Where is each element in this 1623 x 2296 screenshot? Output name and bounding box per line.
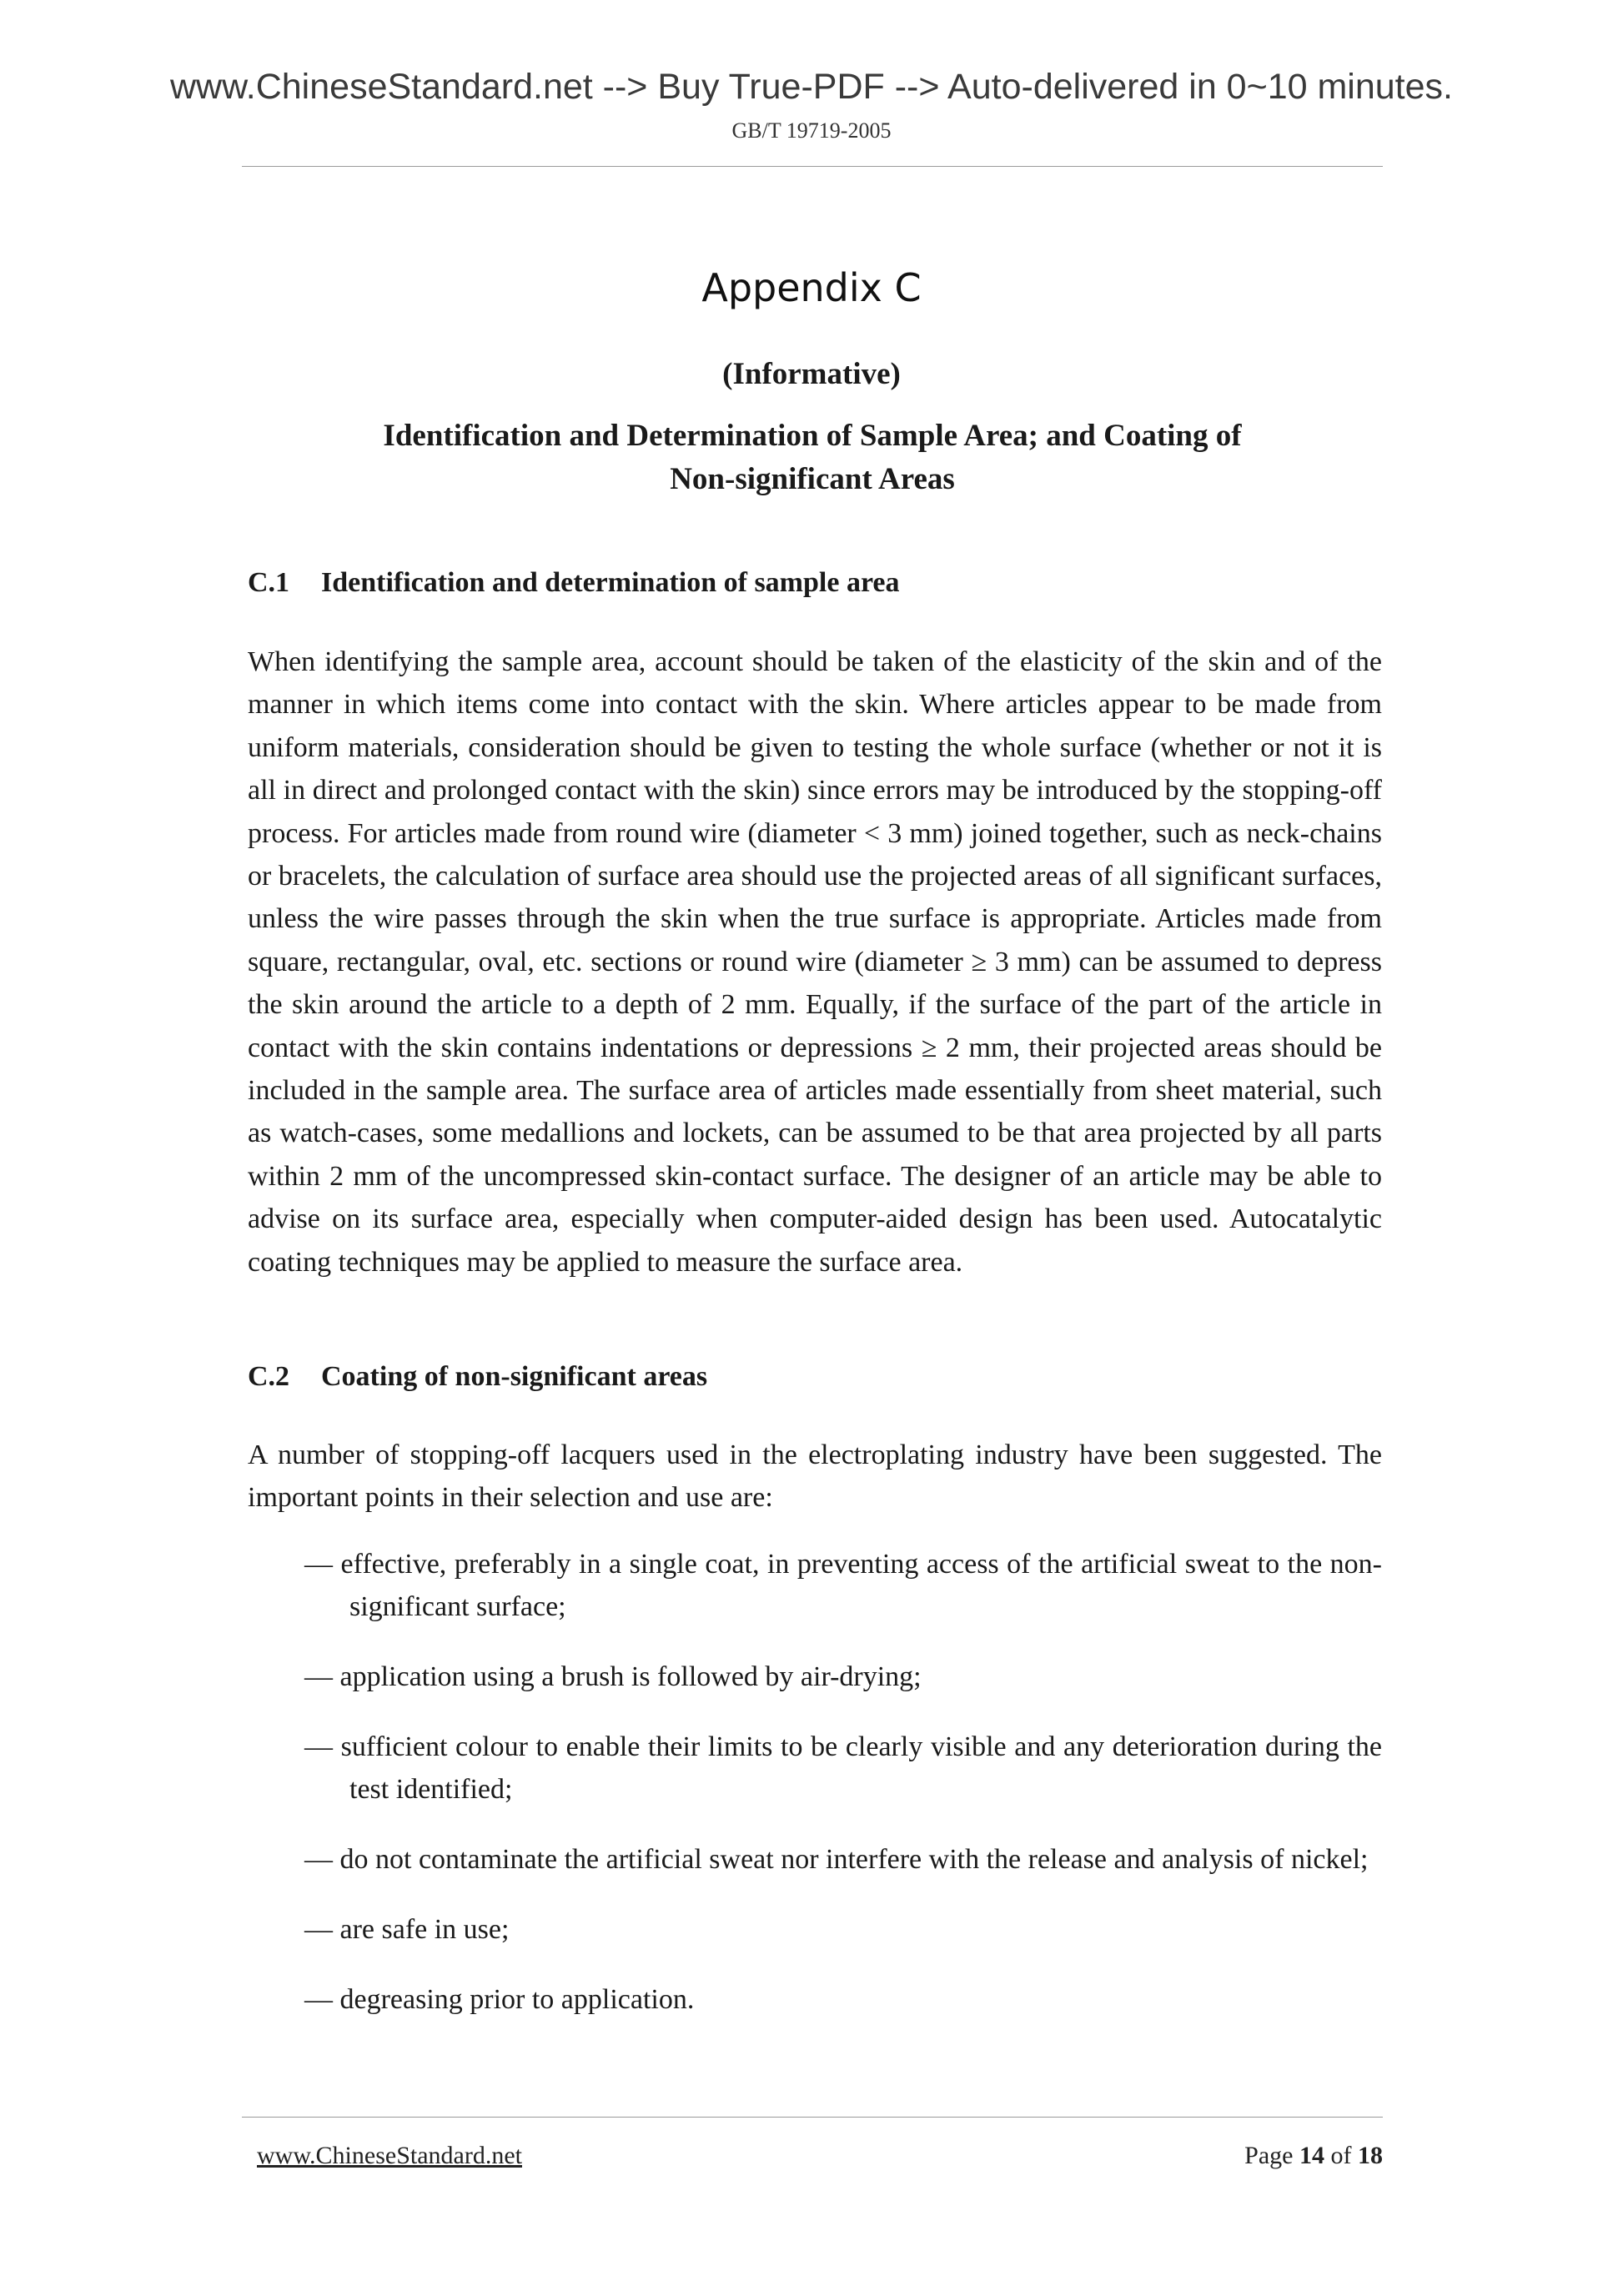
list-item: — do not contaminate the artificial sweat nor interfere with the release and analysis of nickel; [304, 1844, 1369, 1875]
section-number: C.2 [248, 1361, 290, 1392]
standard-code: GB/T 19719-2005 [731, 118, 892, 143]
list-item: — application using a brush is followed by air-drying; [304, 1661, 922, 1692]
list-item: — effective, preferably in a single coat, in preventing access of the artificial sweat to the non-significant surface; [304, 1549, 1382, 1622]
list-item: — degreasing prior to application. [304, 1984, 695, 2015]
section-c1-paragraph: When identifying the sample area, account should be taken of the elasticity of the skin and of the manner in which items come into contact with the skin. Where articles appear to be made from uniform materials, consideration should be given to testing the whole surface (whether or not it is all in direct and prolonged contact with the skin) since errors may be introduced by the stopping-off process. For articles made from round wire (diameter < 3 mm) joined together, such as neck-chains or bracelets, the calculation of surface area should use the projected areas of all significant surfaces, unless the wire passes through the skin when the true surface is appropriate. Articles made from square, rectangular, oval, etc. sections or round wire (diameter ≥ 3 mm) can be assumed to depress the skin around the article to a depth of 2 mm. Equally, if the surface of the part of the article in contact with the skin contains indentations or depressions ≥ 2 mm, their projected areas should be included in the sample area. The surface area of articles made essentially from sheet material, such as watch-cases, some medallions and lockets, can be assumed to be that area projected by all parts within 2 mm of the uncompressed skin-contact surface. The designer of an article may be able to advise on its surface area, especially when computer-aided design has been used. Autocatalytic coating techniques may be applied to measure the surface area. [248, 646, 1382, 1278]
appendix-heading [242, 414, 1383, 501]
list-item: — sufficient colour to enable their limits to be clearly visible and any deterioration during the test identified; [304, 1731, 1382, 1805]
page-number [1244, 2142, 1383, 2170]
footer-website-link[interactable]: www.ChineseStandard.net [257, 2142, 522, 2169]
footer-divider [242, 2117, 1383, 2118]
page-word: Page [1244, 2142, 1294, 2169]
section-c2-paragraph: A number of stopping-off lacquers used in the electroplating industry have been suggested. The important points in their selection and use are: [248, 1439, 1382, 1514]
list-item: — are safe in use; [304, 1914, 510, 1945]
lacquer-requirements-list [304, 1543, 1382, 2048]
section-heading-c2 [248, 1361, 1382, 1393]
appendix-heading-line-1: Identification and Determination of Sample Area; and Coating of [383, 419, 1242, 453]
section-number: C.1 [248, 567, 290, 598]
page-of: of [1330, 2142, 1352, 2169]
appendix-title: Appendix C [701, 265, 922, 310]
section-heading-c1 [248, 567, 1382, 599]
site-banner: www.ChineseStandard.net --> Buy True-PDF --> Auto-delivered in 0~10 minutes. [169, 67, 1453, 107]
appendix-heading-line-2: Non-significant Areas [670, 462, 955, 496]
page-total: 18 [1358, 2142, 1383, 2169]
section-title: Identification and determination of sample area [321, 567, 900, 598]
header-divider [242, 166, 1383, 167]
section-title: Coating of non-significant areas [321, 1361, 708, 1392]
page-current: 14 [1299, 2142, 1324, 2169]
appendix-status: (Informative) [722, 357, 901, 391]
